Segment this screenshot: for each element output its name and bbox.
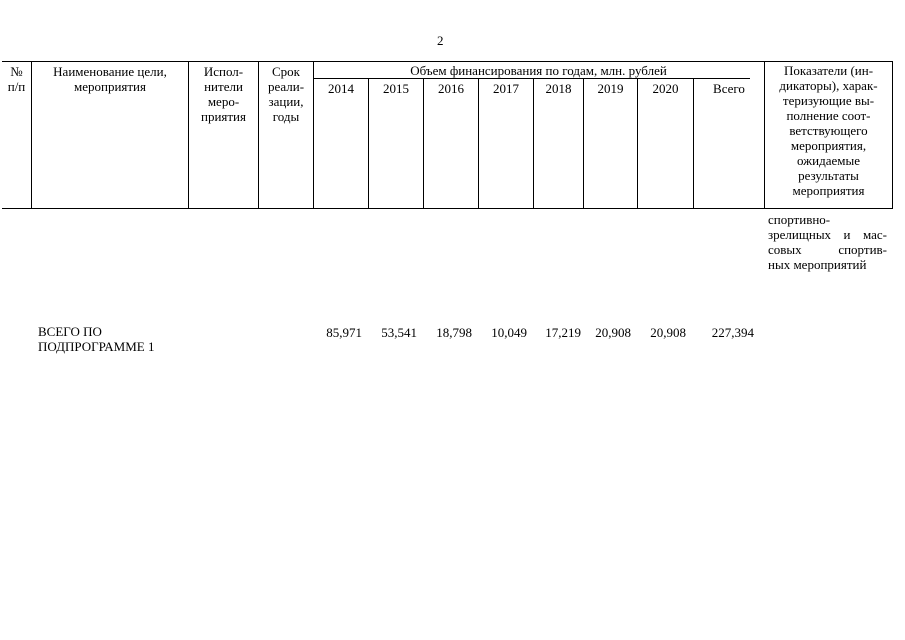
total-all: 227,394 [711,325,754,340]
header-year-2019: 2019 [597,81,624,96]
header-name: Наименование цели, мероприятия [53,64,167,94]
header-year-2018: 2018 [545,81,572,96]
indicator-continuation: спортивно- зрелищных и мас- совых спортив- ных мероприятий [768,212,887,272]
header-indicators: Показатели (ин- дикаторы), харак- теризующие вы- полнение соот- ветствующего мероприятия, ожидаемые результаты мероприятия [779,63,878,198]
header-year-2016: 2016 [438,81,464,96]
header-total: Всего [713,81,745,96]
total-2018: 17,219 [545,325,581,340]
total-2014: 85,971 [326,325,362,340]
total-2015: 53,541 [381,325,417,340]
header-executors: Испол- нители меро- приятия [200,64,246,124]
header-financing: Объем финансирования по годам, млн. рублей [410,63,667,78]
total-2019: 20,908 [595,325,631,340]
total-2017: 10,049 [491,325,527,340]
header-year-2014: 2014 [328,81,354,96]
header-year-2017: 2017 [493,81,519,96]
header-term: Срок реали- зации, годы [267,64,305,124]
page-number: 2 [437,33,444,48]
total-row-label: ВСЕГО ПО ПОДПРОГРАММЕ 1 [38,324,155,354]
header-year-2020: 2020 [652,81,679,96]
header-year-2015: 2015 [383,81,409,96]
header-num: № п/п [7,64,26,94]
total-2016: 18,798 [436,325,472,340]
total-2020: 20,908 [650,325,686,340]
